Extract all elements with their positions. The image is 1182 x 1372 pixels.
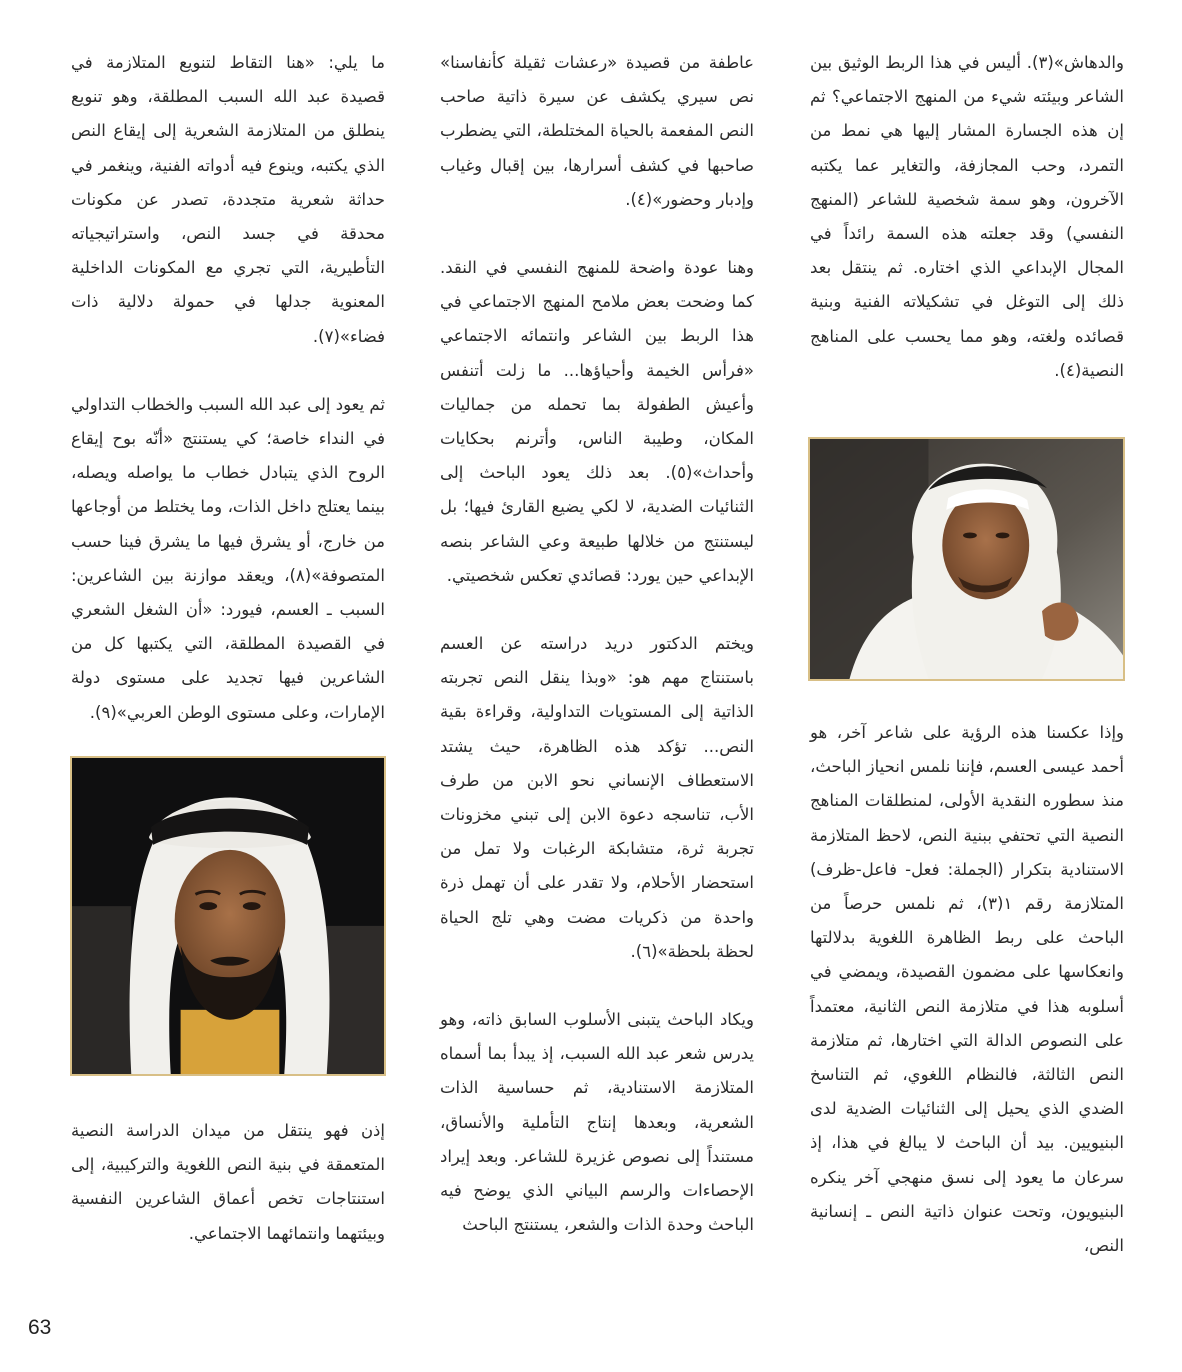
paragraph: ما يلي: «هنا التقاط لتنويع المتلازمة في قصيدة عبد الله السبب المطلقة، وهو تنويع ينطلق من المتلازمة الشعرية إلى إيقاع النص الذي يكتبه، وينوع فيه أدواته الفنية، وينغمر في حداثة شعرية متجددة، تصدر عن مكونات محدقة في جسد النص، واستراتيجياته التأطيرية، التي تجري مع المكونات الداخلية المعنوية جدلها في حمولة دلالية ذات فضاء»(٧).	[71, 53, 385, 346]
photo-speaker-image	[810, 439, 1123, 679]
paragraph: ويختم الدكتور دريد دراسته عن العسم باستنتاج مهم هو: «وبذا ينقل النص تجربته الذاتية إلى المستويات التداولية، وقراءة بقية النص... تؤكد هذه الظاهرة، حيث يشتد الاستعطاف الإنساني نحو الابن من طرف الأب، تناسجه دعوة الابن إلى تبني مخزونات تجربة ثرة، متشابكة الرغبات ولا تمل من استحضار الأحلام، ولا تقدر على أن تهمل ذرة واحدة من ذكريات مضت وهي تلج الحياة لحظة بلحظة»(٦).	[440, 634, 754, 961]
paragraph: وهنا عودة واضحة للمنهج النفسي في النقد. كما وضحت بعض ملامح المنهج الاجتماعي في هذا الربط بين الشاعر وانتمائه الاجتماعي «فرأس الخيمة وأحياؤها... ما زلت أتنفس وأعيش الطفولة بما تحمله من جماليات المكان، وطيبة الناس، وأترنم بحكايات وأحداث»(٥). بعد ذلك يعود الباحث إلى الثنائيات الضدية، لا لكي يضيع القارئ فيها؛ بل ليستنتج من خلالها طبيعة وعي الشاعر بنصه الإبداعي حين يورد: قصائدي تعكس شخصيتي.	[440, 258, 754, 585]
left-column-bottom	[71, 1114, 385, 1251]
right-column-bottom	[810, 716, 1124, 1263]
paragraph: ثم يعود إلى عبد الله السبب والخطاب التداولي في النداء خاصة؛ كي يستنتج «أنّه بوح إيقاع الروح الذي يتبادل خطاب ما يواصله ويصله، بينما يعتلج داخل الذات، وما يختلط من أوجاعها من خارج، أو يشرق فيها ما يشرق فينا حسب المتصوفة»(٨)، ويعقد موازنة بين الشاعرين: السبب ـ العسم، فيورد: «أن الشغل الشعري في القصيدة المطلقة، التي يكتبها كل من الشاعرين فيها تجديد على مستوى دولة الإمارات، وعلى مستوى الوطن العربي»(٩).	[71, 394, 385, 722]
photo-speaker	[808, 437, 1125, 681]
paragraph: وإذا عكسنا هذه الرؤية على شاعر آخر، هو أحمد عيسى العسم، فإننا نلمس انحياز الباحث، منذ سطوره النقدية الأولى، لمنطلقات المناهج النصية التي تحتفي ببنية النص، لاحظ المتلازمة الاستنادية بتكرار (الجملة: فعل- فاعل-ظرف) المتلازمة رقم ١(٣)، ثم نلمس حرصاً من الباحث على ربط الظاهرة اللغوية بدلالتها وانعكاسها على مضمون القصيدة، ويمضي في أسلوبه هذا في متلازمة النص الثانية، معتمداً على النصوص الدالة التي اختارها، ثم متلازمة النص الثالثة، فالنظام اللغوي، ثم التناسخ الضدي الذي يحيل إلى الثنائيات الضدية لدى البنيويين. بيد أن الباحث لا يبالغ في هذا، إذ سرعان ما يعود إلى نسق منهجي آخر ينكره البنيويون، وتحت عنوان ذاتية النص ـ إنسانية النص،	[810, 723, 1124, 1256]
paragraph: عاطفة من قصيدة «رعشات ثقيلة كأنفاسنا» نص سيري يكشف عن سيرة ذاتية صاحب النص المفعمة بالحياة المختلطة، التي يضطرب صاحبها في كشف أسرارها، بين إقبال وغياب وإدبار وحضور»(٤).	[440, 53, 754, 209]
page-number: 63	[28, 1316, 52, 1339]
middle-column	[440, 46, 754, 1243]
left-column-top	[71, 46, 385, 730]
paragraph: إذن فهو ينتقل من ميدان الدراسة النصية المتعمقة في بنية النص اللغوية والتركيبية، إلى استنتاجات تخص أعماق الشاعرين النفسية وبيئتهما وانتمائهما الاجتماعي.	[71, 1121, 385, 1243]
paragraph: والدهاش»(٣). أليس في هذا الربط الوثيق بين الشاعر وبيئته شيء من المنهج الاجتماعي؟ ثم إن هذه الجسارة المشار إليها هي نمط من التمرد، وحب المجازفة، والتغاير عما يكتبه الآخرون، وهو سمة شخصية للشاعر (المنهج النفسي) وقد جعلته هذه السمة رائداً في المجال الإبداعي الذي اختاره. ثم ينتقل بعد ذلك إلى التوغل في تشكيلاته الفنية وبنية قصائده ولغته، وهو مما يحسب على المناهج النصية(٤).	[810, 53, 1124, 380]
photo-portrait-image	[72, 758, 384, 1074]
right-column-top	[810, 46, 1124, 388]
paragraph: ويكاد الباحث يتبنى الأسلوب السابق ذاته، وهو يدرس شعر عبد الله السبب، إذ يبدأ بما أسماه المتلازمة الاستنادية، ثم حساسية الذات الشعرية، وبعدها إنتاج التأملية والأنساق، مستنداً إلى نصوص غزيرة للشاعر. وبعد إيراد الإحصاءات والرسم البياني الذي يوضح فيه الباحث وحدة الذات والشعر، يستنتج الباحث	[440, 1010, 754, 1235]
photo-portrait	[70, 756, 386, 1076]
